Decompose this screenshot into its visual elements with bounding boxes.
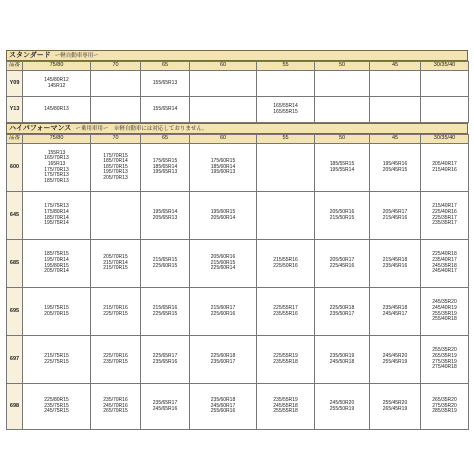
size-cell (315, 336, 370, 384)
size-cell (23, 192, 91, 240)
high-title: ハイパフォーマンス (9, 125, 72, 132)
tire-sizes: 215/65R16 225/65R15 (152, 304, 178, 317)
size-cell (421, 336, 469, 384)
tire-sizes: 235/45R18 245/45R17 (382, 304, 408, 317)
tire-sizes: 215/65R15 225/60R15 (152, 256, 178, 269)
tire-sizes: 195/65R14 205/65R13 (152, 208, 178, 221)
column-header: 75/80 (23, 62, 91, 71)
size-cell (257, 240, 315, 288)
tire-sizes: 185/75R15 195/70R14 195/80R15 205/70R14 (44, 251, 69, 275)
size-cell (141, 336, 190, 384)
tire-sizes: 195/60R15 205/60R14 (210, 208, 236, 221)
size-cell (190, 288, 257, 336)
size-cell (23, 384, 91, 430)
size-cell (190, 384, 257, 430)
standard-section-title (6, 50, 468, 61)
tire-sizes: 165/55R14 165/55R15 (273, 102, 298, 115)
size-cell (315, 144, 370, 192)
tire-sizes: 175/70R15 185/70R14 185/70R15 195/70R13 205/70R13 (103, 152, 128, 181)
size-cell (190, 97, 257, 123)
size-cell (257, 192, 315, 240)
size-cell (190, 240, 257, 288)
column-header: 65 (141, 135, 190, 144)
tire-sizes: 155R13 165/70R13 165R13 175/70R13 175/75R13 185/70R13 (44, 149, 69, 184)
tire-sizes: 265/35R20 275/35R20 285/35R19 (432, 397, 457, 415)
size-cell (257, 97, 315, 123)
size-cell (190, 71, 257, 97)
column-header: 60 (190, 62, 257, 71)
size-cell (421, 192, 469, 240)
tire-sizes: 245/50R20 255/50R19 (329, 399, 355, 412)
table-row (7, 336, 469, 384)
size-cell (91, 97, 141, 123)
column-header: 45 (370, 135, 421, 144)
column-header: 30/35/40 (421, 135, 469, 144)
tire-sizes: 225/80R15 235/75R15 245/75R15 (44, 397, 69, 415)
model-number: 697 (7, 336, 23, 384)
model-number: 645 (7, 192, 23, 240)
tire-sizes: 245/45R20 255/45R19 (382, 352, 408, 365)
size-cell (421, 288, 469, 336)
high-subtitle: ー乗用車用ー ※軽自動車には対応しておりません。 (75, 126, 208, 132)
tire-sizes: 255/45R20 265/45R19 (382, 399, 408, 412)
size-cell (315, 384, 370, 430)
column-header: 75/80 (23, 135, 91, 144)
size-cell (91, 384, 141, 430)
tire-sizes: 205/50R17 225/45R16 (329, 256, 355, 269)
column-header: 45 (370, 62, 421, 71)
size-cell (370, 336, 421, 384)
size-cell (23, 144, 91, 192)
tire-sizes: 255/35R20 265/35R19 275/35R19 275/40R18 (432, 347, 457, 371)
column-header: 品番 (7, 135, 23, 144)
size-cell (190, 192, 257, 240)
size-cell (91, 288, 141, 336)
high-section-title (6, 123, 468, 134)
size-cell (257, 384, 315, 430)
table-row (7, 288, 469, 336)
column-header: 60 (190, 135, 257, 144)
tire-sizes: 205/45R17 215/45R16 (382, 208, 408, 221)
high-performance-table (6, 134, 469, 430)
size-cell (257, 288, 315, 336)
size-cell (141, 144, 190, 192)
size-cell (190, 144, 257, 192)
column-header: 50 (315, 135, 370, 144)
tire-sizes: 235/65R17 245/65R16 (152, 399, 178, 412)
size-cell (257, 71, 315, 97)
column-header: 30/35/40 (421, 62, 469, 71)
model-number: 685 (7, 240, 23, 288)
tire-sizes: 225/65R17 235/65R16 (152, 352, 178, 365)
tire-sizes: 205/50R16 215/50R15 (329, 208, 355, 221)
size-cell (91, 192, 141, 240)
size-cell (23, 97, 91, 123)
table-row (7, 192, 469, 240)
size-cell (141, 240, 190, 288)
size-cell (91, 240, 141, 288)
tire-sizes: 175/60R15 185/60R14 195/60R13 (210, 158, 236, 176)
size-cell (141, 97, 190, 123)
standard-title: スタンダード (9, 52, 51, 59)
size-cell (141, 71, 190, 97)
high-header-row (7, 135, 469, 144)
size-cell (141, 288, 190, 336)
size-cell (370, 384, 421, 430)
model-number: 600 (7, 144, 23, 192)
table-row (7, 71, 469, 97)
tire-sizes: 155/65R14 (152, 105, 178, 112)
tire-sizes: 205/40R17 215/40R16 (432, 160, 457, 173)
column-header: 50 (315, 62, 370, 71)
tire-sizes: 225/60R18 235/60R17 (210, 352, 236, 365)
column-header: 55 (257, 135, 315, 144)
size-cell (315, 192, 370, 240)
tire-sizes: 155/65R13 (152, 79, 178, 86)
tire-sizes: 225/70R16 235/70R15 (103, 352, 128, 365)
model-number: 695 (7, 288, 23, 336)
tire-sizes: 235/60R18 245/60R17 255/60R16 (210, 397, 236, 415)
tire-sizes: 215/55R16 225/50R16 (273, 256, 298, 269)
size-cell (23, 240, 91, 288)
table-row (7, 240, 469, 288)
size-cell (315, 97, 370, 123)
tire-sizes: 185/55R15 195/55R14 (329, 160, 355, 173)
size-cell (91, 336, 141, 384)
size-cell (421, 71, 469, 97)
column-header: 65 (141, 62, 190, 71)
size-cell (257, 144, 315, 192)
tire-sizes: 175/65R15 185/65R14 195/65R13 (152, 158, 178, 176)
size-cell (370, 192, 421, 240)
column-header: 55 (257, 62, 315, 71)
size-cell (370, 144, 421, 192)
size-cell (370, 97, 421, 123)
tire-sizes: 235/50R19 245/50R18 (329, 352, 355, 365)
tire-sizes: 215/70R16 225/70R15 (103, 304, 128, 317)
size-cell (421, 144, 469, 192)
tire-sizes: 215/40R17 225/40R16 225/35R17 235/35R17 (432, 203, 457, 227)
size-cell (315, 71, 370, 97)
standard-table (6, 61, 469, 123)
size-cell (141, 192, 190, 240)
table-row (7, 97, 469, 123)
size-cell (370, 240, 421, 288)
tire-sizes: 205/60R16 215/60R15 225/60R14 (210, 254, 236, 272)
tire-sizes: 175/75R13 175/80R14 185/70R14 195/75R14 (44, 203, 69, 227)
tire-sizes: 245/35R20 245/40R19 255/35R19 255/40R18 (432, 299, 457, 323)
size-cell (421, 240, 469, 288)
standard-subtitle: ー軽自動車専用ー (54, 53, 99, 59)
column-header: 70 (91, 62, 141, 71)
table-row (7, 384, 469, 430)
tire-sizes: 225/50R18 235/50R17 (329, 304, 355, 317)
size-cell (91, 144, 141, 192)
size-cell (421, 97, 469, 123)
tire-sizes: 215/60R17 225/60R16 (210, 304, 236, 317)
tire-sizes: 225/55R17 235/55R16 (273, 304, 298, 317)
size-cell (23, 288, 91, 336)
tire-sizes: 145/80R13 (44, 105, 69, 112)
size-cell (315, 288, 370, 336)
tire-sizes: 195/75R15 205/70R15 (44, 304, 69, 317)
size-cell (190, 336, 257, 384)
size-cell (257, 336, 315, 384)
size-cell (23, 336, 91, 384)
tire-sizes: 235/70R16 245/70R16 265/70R15 (103, 397, 128, 415)
model-number: Y13 (7, 97, 23, 123)
tire-sizes: 215/75R15 225/75R15 (44, 352, 69, 365)
tire-sizes: 145/80R12 145R12 (44, 76, 69, 89)
tire-sizes: 205/70R15 215/70R14 215/70R15 (103, 254, 128, 272)
size-cell (315, 240, 370, 288)
model-number: Y09 (7, 71, 23, 97)
size-cell (370, 288, 421, 336)
size-chart (6, 50, 468, 424)
size-cell (91, 71, 141, 97)
standard-header-row (7, 62, 469, 71)
size-cell (141, 384, 190, 430)
size-cell (23, 71, 91, 97)
column-header: 品番 (7, 62, 23, 71)
tire-sizes: 225/40R18 235/40R17 245/35R18 245/40R17 (432, 251, 457, 275)
tire-sizes: 215/45R18 235/45R16 (382, 256, 408, 269)
tire-sizes: 235/55R19 245/55R18 255/55R18 (273, 397, 298, 415)
tire-sizes: 225/55R19 235/55R18 (273, 352, 298, 365)
tire-sizes: 195/45R16 205/45R15 (382, 160, 408, 173)
table-row (7, 144, 469, 192)
size-cell (370, 71, 421, 97)
model-number: 698 (7, 384, 23, 430)
size-cell (421, 384, 469, 430)
column-header: 70 (91, 135, 141, 144)
